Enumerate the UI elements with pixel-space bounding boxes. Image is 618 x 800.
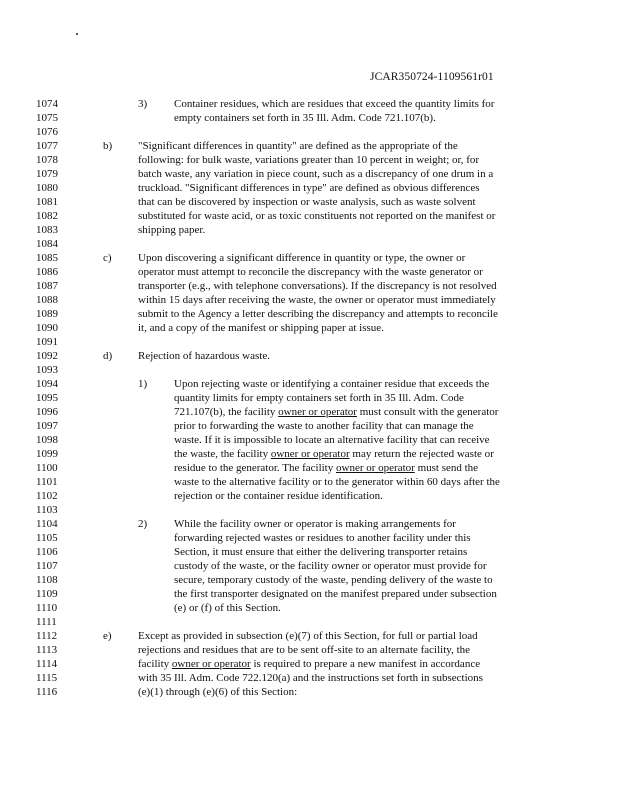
line-text: custody of the waste, or the facility owner or operator must provide for — [174, 560, 487, 572]
item-label: e) — [103, 630, 112, 642]
line-text: waste. If it is impossible to locate an alternative facility that can receive — [174, 434, 490, 446]
line-text: Container residues, which are residues that exceed the quantity limits for — [174, 98, 495, 110]
line-text: Except as provided in subsection (e)(7) of this Section, for full or partial load — [138, 630, 478, 642]
line-number: 1103 — [36, 504, 58, 516]
line-number: 1080 — [36, 182, 58, 194]
underlined-insertion: owner or operator — [270, 448, 350, 460]
underlined-insertion: owner or operator — [171, 658, 251, 670]
line-text — [174, 461, 478, 475]
line-number: 1081 — [36, 196, 58, 208]
line-number: 1098 — [36, 434, 58, 446]
line-number: 1083 — [36, 224, 58, 236]
underlined-insertion: owner or operator — [278, 406, 357, 418]
line-number: 1096 — [36, 406, 58, 418]
line-text: batch waste, any variation in piece count, such as a discrepancy of one drum in a — [138, 168, 494, 180]
line-text: following: for bulk waste, variations greater than 10 percent in weight; or, for — [138, 154, 480, 166]
line-number: 1087 — [36, 280, 58, 292]
line-text: it, and a copy of the manifest or shipping paper at issue. — [138, 322, 384, 334]
line-text: forwarding rejected wastes or residues to another facility under this — [174, 532, 471, 544]
scan-speck — [76, 33, 78, 35]
line-number: 1085 — [36, 252, 58, 264]
line-text-part: facility — [138, 658, 172, 670]
line-text: substituted for waste acid, or as toxic constituents not reported on the manifest or — [138, 210, 496, 222]
line-text: While the facility owner or operator is making arrangements for — [174, 518, 456, 530]
line-number: 1116 — [36, 686, 58, 698]
line-text-part: may return the rejected waste or — [349, 448, 494, 460]
line-text: shipping paper. — [138, 224, 206, 236]
line-number: 1091 — [36, 336, 58, 348]
line-text: Upon rejecting waste or identifying a container residue that exceeds the — [174, 378, 490, 390]
line-text: truckload. "Significant differences in type" are defined as obvious differences — [138, 182, 480, 194]
line-text: the first transporter designated on the manifest prepared under subsection — [174, 588, 497, 600]
line-number: 1077 — [36, 140, 58, 152]
line-number: 1114 — [36, 658, 58, 670]
line-number: 1109 — [36, 588, 58, 600]
line-number: 1089 — [36, 308, 58, 320]
line-number: 1108 — [36, 574, 58, 586]
line-number: 1075 — [36, 112, 58, 124]
line-number: 1094 — [36, 378, 58, 390]
item-label: 2) — [138, 518, 148, 530]
line-text: waste to the alternative facility or to the generator within 60 days after the — [174, 476, 500, 488]
line-number: 1079 — [36, 168, 58, 180]
line-text-part: must consult with the generator — [356, 406, 499, 418]
line-number: 1076 — [36, 126, 58, 138]
item-label: b) — [103, 140, 113, 152]
line-text: (e)(1) through (e)(6) of this Section: — [138, 686, 298, 698]
line-text: with 35 Ill. Adm. Code 722.120(a) and the instructions set forth in subsections — [138, 672, 483, 684]
line-number: 1088 — [36, 294, 58, 306]
line-number: 1092 — [36, 350, 58, 362]
line-text: (e) or (f) of this Section. — [174, 602, 281, 614]
line-number: 1078 — [36, 154, 58, 166]
line-text: empty containers set forth in 35 Ill. Adm. Code 721.107(b). — [174, 112, 436, 124]
line-text: Upon discovering a significant difference in quantity or type, the owner or — [138, 252, 466, 264]
document-id-header: JCAR350724-1109561r01 — [370, 71, 494, 83]
line-number: 1093 — [36, 364, 58, 376]
line-text-part: 721.107(b), the facility — [174, 406, 279, 418]
line-number: 1097 — [36, 420, 58, 432]
line-text: rejection or the container residue identification. — [174, 490, 383, 502]
line-text — [174, 405, 498, 419]
item-label: d) — [103, 350, 113, 362]
line-number: 1082 — [36, 210, 58, 222]
line-text: that can be discovered by inspection or waste analysis, such as waste solvent — [138, 196, 476, 208]
line-text: "Significant differences in quantity" are defined as the appropriate of the — [138, 140, 458, 152]
line-text: transporter (e.g., with telephone conversations). If the discrepancy is not resolved — [138, 280, 497, 292]
line-text-part: the waste, the facility — [174, 448, 271, 460]
line-number: 1105 — [36, 532, 58, 544]
item-label: c) — [103, 252, 112, 264]
line-number: 1095 — [36, 392, 58, 404]
line-text: quantity limits for empty containers set forth in 35 Ill. Adm. Code — [174, 392, 464, 404]
line-number: 1113 — [36, 644, 58, 656]
item-label: 1) — [138, 378, 148, 390]
line-number: 1111 — [36, 616, 57, 628]
line-number: 1086 — [36, 266, 58, 278]
line-number: 1112 — [36, 630, 58, 642]
underlined-insertion: owner or operator — [336, 462, 415, 474]
line-number: 1100 — [36, 462, 58, 474]
line-number: 1084 — [36, 238, 58, 250]
line-text-part: is required to prepare a new manifest in accordance — [250, 658, 481, 670]
line-number: 1090 — [36, 322, 58, 334]
line-text — [174, 447, 494, 461]
line-number: 1099 — [36, 448, 58, 460]
line-text: rejections and residues that are to be sent off-site to an alternate facility, the — [138, 644, 471, 656]
line-number: 1104 — [36, 518, 58, 530]
line-text: secure, temporary custody of the waste, pending delivery of the waste to — [174, 574, 493, 586]
line-number: 1107 — [36, 560, 58, 572]
line-text: prior to forwarding the waste to another facility that can manage the — [174, 420, 474, 432]
line-text: within 15 days after receiving the waste, the owner or operator must immediately — [138, 294, 496, 306]
line-text — [138, 657, 480, 671]
line-number: 1110 — [36, 602, 58, 614]
line-number: 1106 — [36, 546, 58, 558]
line-text-part: must send the — [414, 462, 479, 474]
item-label: 3) — [138, 98, 148, 110]
line-text: Rejection of hazardous waste. — [138, 350, 270, 362]
line-text: Section, it must ensure that either the delivering transporter retains — [174, 546, 468, 558]
line-text-part: residue to the generator. The facility — [174, 462, 336, 474]
line-number: 1074 — [36, 98, 58, 110]
line-number: 1102 — [36, 490, 58, 502]
line-text: operator must attempt to reconcile the discrepancy with the waste generator or — [138, 266, 483, 278]
line-number: 1101 — [36, 476, 58, 488]
line-text: submit to the Agency a letter describing the discrepancy and attempts to reconcile — [138, 308, 498, 320]
line-number: 1115 — [36, 672, 58, 684]
